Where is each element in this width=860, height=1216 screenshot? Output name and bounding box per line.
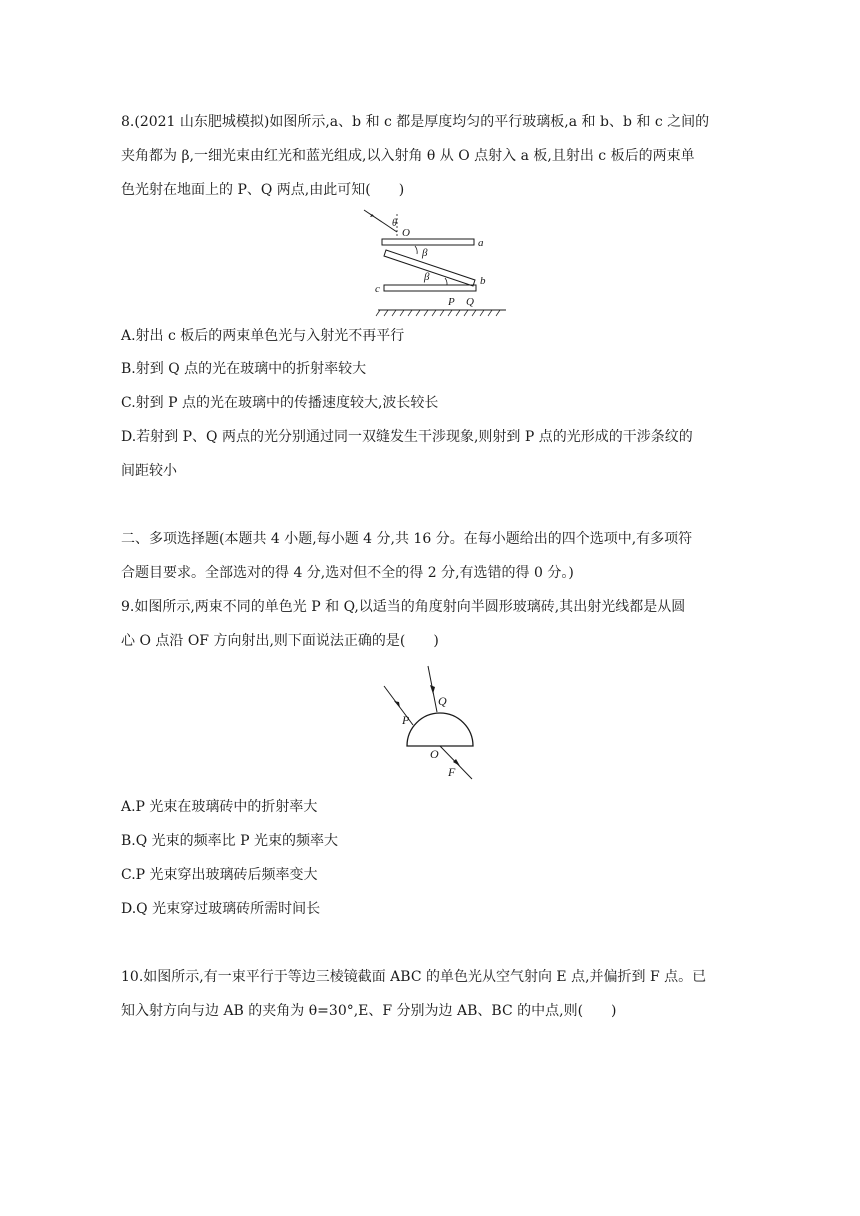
q8-stem-line-3: 色光射在地面上的 P、Q 两点,由此可知( ) [121, 182, 405, 198]
q8-label-p: P [448, 296, 455, 308]
q9-option-d: D.Q 光束穿过玻璃砖所需时间长 [121, 901, 321, 917]
q8-option-a: A.射出 c 板后的两束单色光与入射光不再平行 [121, 328, 405, 344]
q10-stem-line-1: 10.如图所示,有一束平行于等边三棱镜截面 ABC 的单色光从空气射向 E 点,并偏折到 F 点。已 [121, 969, 707, 985]
q8-label-o: O [402, 227, 410, 239]
q8-label-q: Q [466, 296, 474, 308]
q8-label-c: c [375, 283, 380, 295]
q8-stem-line-1: 8.(2021 山东肥城模拟)如图所示,a、b 和 c 都是厚度均匀的平行玻璃板,a 和 b、b 和 c 之间的 [121, 114, 710, 130]
q8-label-a: a [478, 237, 484, 249]
q9-option-b: B.Q 光束的频率比 P 光束的频率大 [121, 833, 338, 849]
q8-option-c: C.射到 P 点的光在玻璃中的传播速度较大,波长较长 [121, 395, 439, 411]
q9-option-c: C.P 光束穿出玻璃砖后频率变大 [121, 867, 318, 883]
q9-label-f: F [448, 765, 456, 779]
q8-label-beta-1: β [422, 247, 428, 259]
section2-heading-line-2: 合题目要求。全部选对的得 4 分,选对但不全的得 2 分,有选错的得 0 分。) [121, 565, 574, 581]
q8-option-d: D.若射到 P、Q 两点的光分别通过同一双缝发生干涉现象,则射到 P 点的光形成的干涉条纹的 [121, 429, 693, 445]
q8-option-d-continued: 间距较小 [121, 463, 177, 479]
q9-option-a: A.P 光束在玻璃砖中的折射率大 [121, 799, 318, 815]
q9-label-o: O [430, 747, 439, 761]
q8-glass-plates-figure [360, 206, 510, 318]
q9-label-p: P [402, 713, 410, 727]
q9-semicircle-glass-figure [380, 660, 480, 784]
q8-option-b: B.射到 Q 点的光在玻璃中的折射率较大 [121, 361, 367, 377]
q8-stem-line-2: 夹角都为 β,一细光束由红光和蓝光组成,以入射角 θ 从 O 点射入 a 板,且射出 c 板后的两束单 [121, 148, 695, 164]
q9-stem-line-1: 9.如图所示,两束不同的单色光 P 和 Q,以适当的角度射向半圆形玻璃砖,其出射光线都是从圆 [121, 599, 686, 615]
q8-label-b: b [480, 275, 486, 287]
q10-stem-line-2: 知入射方向与边 AB 的夹角为 θ=30°,E、F 分别为边 AB、BC 的中点,则( ) [121, 1003, 617, 1019]
q9-stem-line-2: 心 O 点沿 OF 方向射出,则下面说法正确的是( ) [121, 633, 439, 649]
section2-heading-line-1: 二、多项选择题(本题共 4 小题,每小题 4 分,共 16 分。在每小题给出的四个选项中,有多项符 [121, 531, 693, 547]
q8-label-beta-2: β [424, 271, 430, 283]
q8-label-theta: θ [392, 218, 397, 229]
q9-label-q: Q [438, 694, 447, 708]
